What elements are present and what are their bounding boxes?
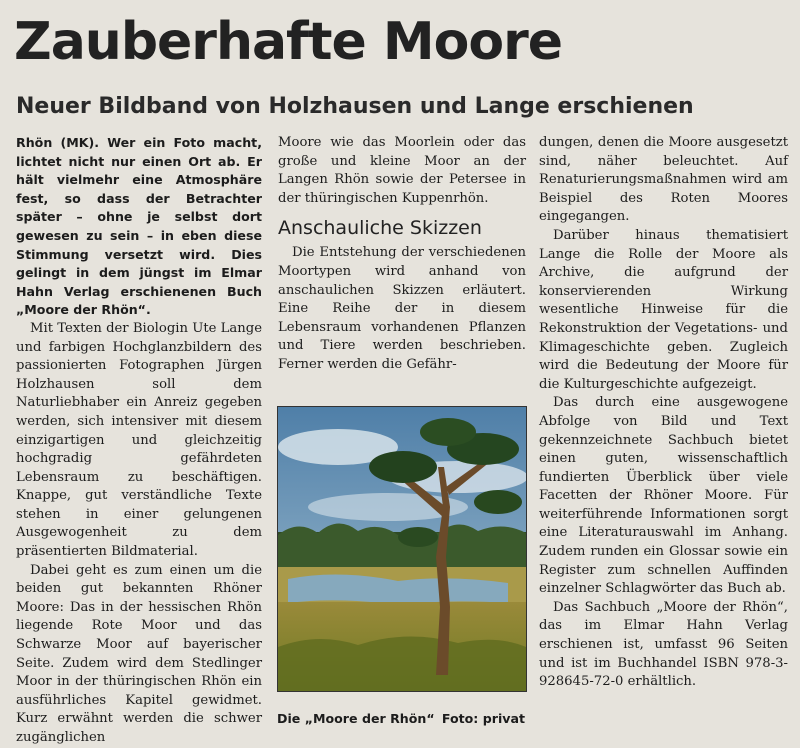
body-paragraph: Dabei geht es zum einen um die beiden gut bekannten Rhöner Moore: Das in der hessischen Rhön liegende Rote Moor und das Schwarze Moor auf bayerischer Seite. Zudem wird dem Stedlinger Moor in der thüringischen Rhön ein ausführliches Kapitel gewidmet. Kurz erwähnt werden die schwer zugänglichen — [16, 562, 262, 745]
column-3 — [539, 134, 788, 692]
body-paragraph: Mit Texten der Biologin Ute Lange und farbigen Hochglanzbildern des passionierten Fotographen Jürgen Holzhausen soll dem Naturliebhaber ein Anreiz gegeben werden, sich intensiver mit diesem einzigartigen und gleichzeitig hochgradig gefährdeten Lebensraum zu beschäftigen. Knappe, gut verständliche Texte stehen in einer gelungenen Ausgewogenheit zu dem präsentierten Bildmaterial. — [16, 320, 262, 560]
photo-caption-row — [277, 711, 525, 727]
crosshead: Anschauliche Skizzen — [278, 217, 482, 240]
body-paragraph: Das Sachbuch „Moore der Rhön“, das im Elmar Hahn Verlag erschienen ist, umfasst 96 Seiten und ist im Buchhandel ISBN 978-3-928645-72-0 erhältlich. — [539, 599, 788, 690]
body-paragraph: Das durch eine ausgewogene Abfolge von Bild und Text gekennzeichnete Sachbuch bietet einen guten, wissenschaftlich fundierten Überblick über viele Facetten der Rhöner Moore. Für weiterführende Informationen sorgt eine Literaturauswahl im Anhang. Zudem runden ein Glossar sowie ein Register zum schnellen Auffinden einzelner Schlagwörter das Buch ab. — [539, 395, 788, 597]
photo-credit: Foto: privat — [441, 711, 525, 726]
moor-photo — [277, 406, 527, 692]
body-paragraph: Die Entstehung der verschiedenen Moortypen wird anhand von anschaulichen Skizzen erläutert. Eine Reihe der in diesem Lebensraum vorhandenen Pflanzen und Tiere werden beschrieben. Ferner werden die Gefähr- — [278, 245, 526, 372]
headline: Zauberhafte Moore — [14, 12, 563, 72]
body-paragraph: Moore wie das Moorlein oder das große und kleine Moor an der Langen Rhön sowie der Petersee in der thüringischen Kuppenrhön. — [278, 135, 526, 206]
body-paragraph: dungen, denen die Moore ausgesetzt sind, näher beleuchtet. Auf Renaturierungsmaßnahmen wird am Beispiel des Roten Moores eingegangen. — [539, 135, 788, 225]
lead-paragraph: Rhön (MK). Wer ein Foto macht, lichtet nicht nur einen Ort ab. Er hält vielmehr eine Atmosphäre fest, so dass der Betrachter später – ohne je selbst dort gewesen zu sein – in eben diese Stimmung versetzt wird. Dies gelingt in dem jüngst im Elmar Hahn Verlag erschienenen Buch „Moore der Rhön“. — [16, 135, 262, 318]
column-1 — [16, 134, 262, 748]
column-2 — [278, 134, 526, 375]
moor-landscape-image — [278, 407, 526, 691]
body-paragraph: Darüber hinaus thematisiert Lange die Rolle der Moore als Archive, die aufgrund der konservierenden Wirkung wesentliche Hinweise für die Rekonstruktion der Vegetations- und Klimageschichte geben. Zugleich wird die Bedeutung der Moore für die Kulturgeschichte aufgezeigt. — [539, 227, 788, 392]
photo-caption: Die „Moore der Rhön“ — [277, 711, 435, 726]
subheadline: Neuer Bildband von Holzhausen und Lange erschienen — [16, 94, 694, 119]
